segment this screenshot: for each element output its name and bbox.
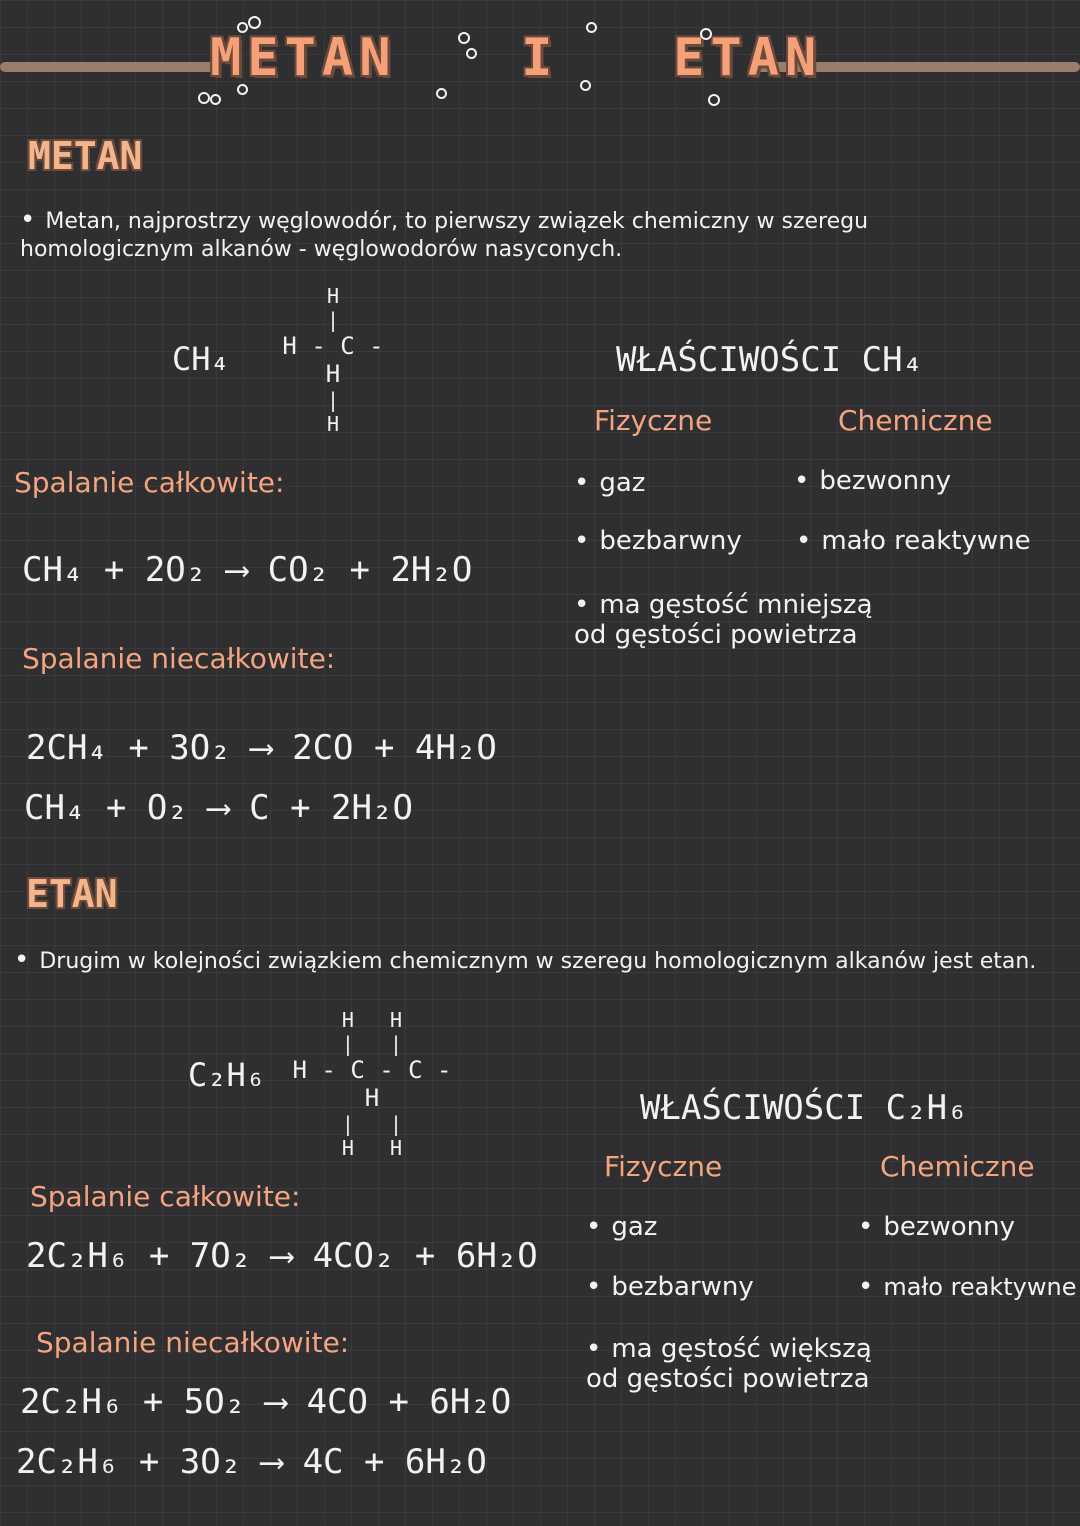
structure-bottom: H bbox=[326, 412, 340, 436]
bubble-decoration bbox=[210, 94, 221, 105]
metan-physical-2: • bezbarwny bbox=[574, 526, 742, 556]
metan-intro: • Metan, najprostrzy węglowodór, to pierwszy związek chemiczny w szeregu homologicznym alkanów - węglowodorów nasyconych. bbox=[20, 206, 960, 264]
title-left: METAN bbox=[210, 28, 397, 88]
etan-intro: • Drugim w kolejności związkiem chemicznym w szeregu homologicznym alkanów jest etan. bbox=[14, 946, 1064, 976]
etan-props-title: WŁAŚCIWOŚCI C₂H₆ bbox=[640, 1088, 968, 1128]
etan-physical-2: • bezbarwny bbox=[586, 1272, 754, 1302]
etan-formula: C₂H₆ bbox=[188, 1056, 266, 1094]
etan-structure: H H | | H - C - C - H | | H H bbox=[282, 1008, 462, 1160]
etan-incomplete-eq2: 2C₂H₆ + 3O₂ ⟶ 4C + 6H₂O bbox=[16, 1442, 487, 1482]
metan-chemical-2: • mało reaktywne bbox=[796, 526, 1031, 556]
etan-chemical-1: • bezwonny bbox=[858, 1212, 1015, 1242]
bubble-decoration bbox=[700, 28, 712, 40]
structure-middle: H - C - C - H bbox=[292, 1056, 452, 1112]
bubble-decoration bbox=[466, 48, 477, 59]
title-right: ETAN bbox=[673, 28, 823, 88]
metan-formula: CH₄ bbox=[172, 340, 230, 378]
metan-physical-1: • gaz bbox=[574, 468, 645, 498]
etan-incomplete-label: Spalanie niecałkowite: bbox=[36, 1326, 350, 1359]
bubble-decoration bbox=[580, 80, 591, 91]
bubble-decoration bbox=[237, 84, 248, 95]
structure-top: H H bbox=[341, 1008, 403, 1032]
etan-incomplete-eq1: 2C₂H₆ + 5O₂ ⟶ 4CO + 6H₂O bbox=[20, 1382, 512, 1422]
structure-top: H bbox=[326, 284, 340, 308]
structure-bottom: H H bbox=[341, 1136, 403, 1160]
etan-complete-label: Spalanie całkowite: bbox=[30, 1180, 301, 1213]
metan-incomplete-label: Spalanie niecałkowite: bbox=[22, 642, 336, 675]
etan-chemical-2: • mało reaktywne bbox=[858, 1272, 1077, 1302]
page-title bbox=[210, 28, 823, 88]
bubble-decoration bbox=[237, 22, 248, 33]
metan-complete-label: Spalanie całkowite: bbox=[14, 466, 285, 499]
metan-incomplete-eq2: CH₄ + O₂ ⟶ C + 2H₂O bbox=[24, 788, 413, 828]
metan-chemical-1: • bezwonny bbox=[794, 466, 951, 496]
etan-physical-1: • gaz bbox=[586, 1212, 657, 1242]
etan-complete-eq: 2C₂H₆ + 7O₂ ⟶ 4CO₂ + 6H₂O bbox=[26, 1236, 538, 1276]
etan-physical-3: • ma gęstość większą od gęstości powietrza bbox=[586, 1334, 906, 1394]
etan-physical-label: Fizyczne bbox=[604, 1150, 723, 1183]
bubble-decoration bbox=[586, 22, 597, 33]
metan-chemical-label: Chemiczne bbox=[838, 404, 993, 437]
bubble-decoration bbox=[708, 94, 720, 106]
metan-incomplete-eq1: 2CH₄ + 3O₂ ⟶ 2CO + 4H₂O bbox=[26, 728, 497, 768]
bubble-decoration bbox=[198, 92, 210, 104]
etan-heading: ETAN bbox=[26, 872, 118, 916]
title-bar-left bbox=[0, 62, 215, 72]
metan-complete-eq: CH₄ + 2O₂ ⟶ CO₂ + 2H₂O bbox=[22, 550, 473, 590]
etan-chemical-label: Chemiczne bbox=[880, 1150, 1035, 1183]
bubble-decoration bbox=[248, 16, 261, 29]
structure-middle: H - C - H bbox=[282, 332, 384, 388]
bubble-decoration bbox=[436, 88, 447, 99]
bubble-decoration bbox=[458, 32, 470, 44]
metan-physical-3: • ma gęstość mniejszą od gęstości powietrza bbox=[574, 590, 904, 650]
metan-physical-label: Fizyczne bbox=[594, 404, 713, 437]
title-connector: I bbox=[521, 28, 559, 88]
metan-props-title: WŁAŚCIWOŚCI CH₄ bbox=[616, 340, 924, 380]
metan-heading: METAN bbox=[28, 134, 143, 178]
metan-structure: H | H - C - H | H bbox=[268, 284, 398, 436]
